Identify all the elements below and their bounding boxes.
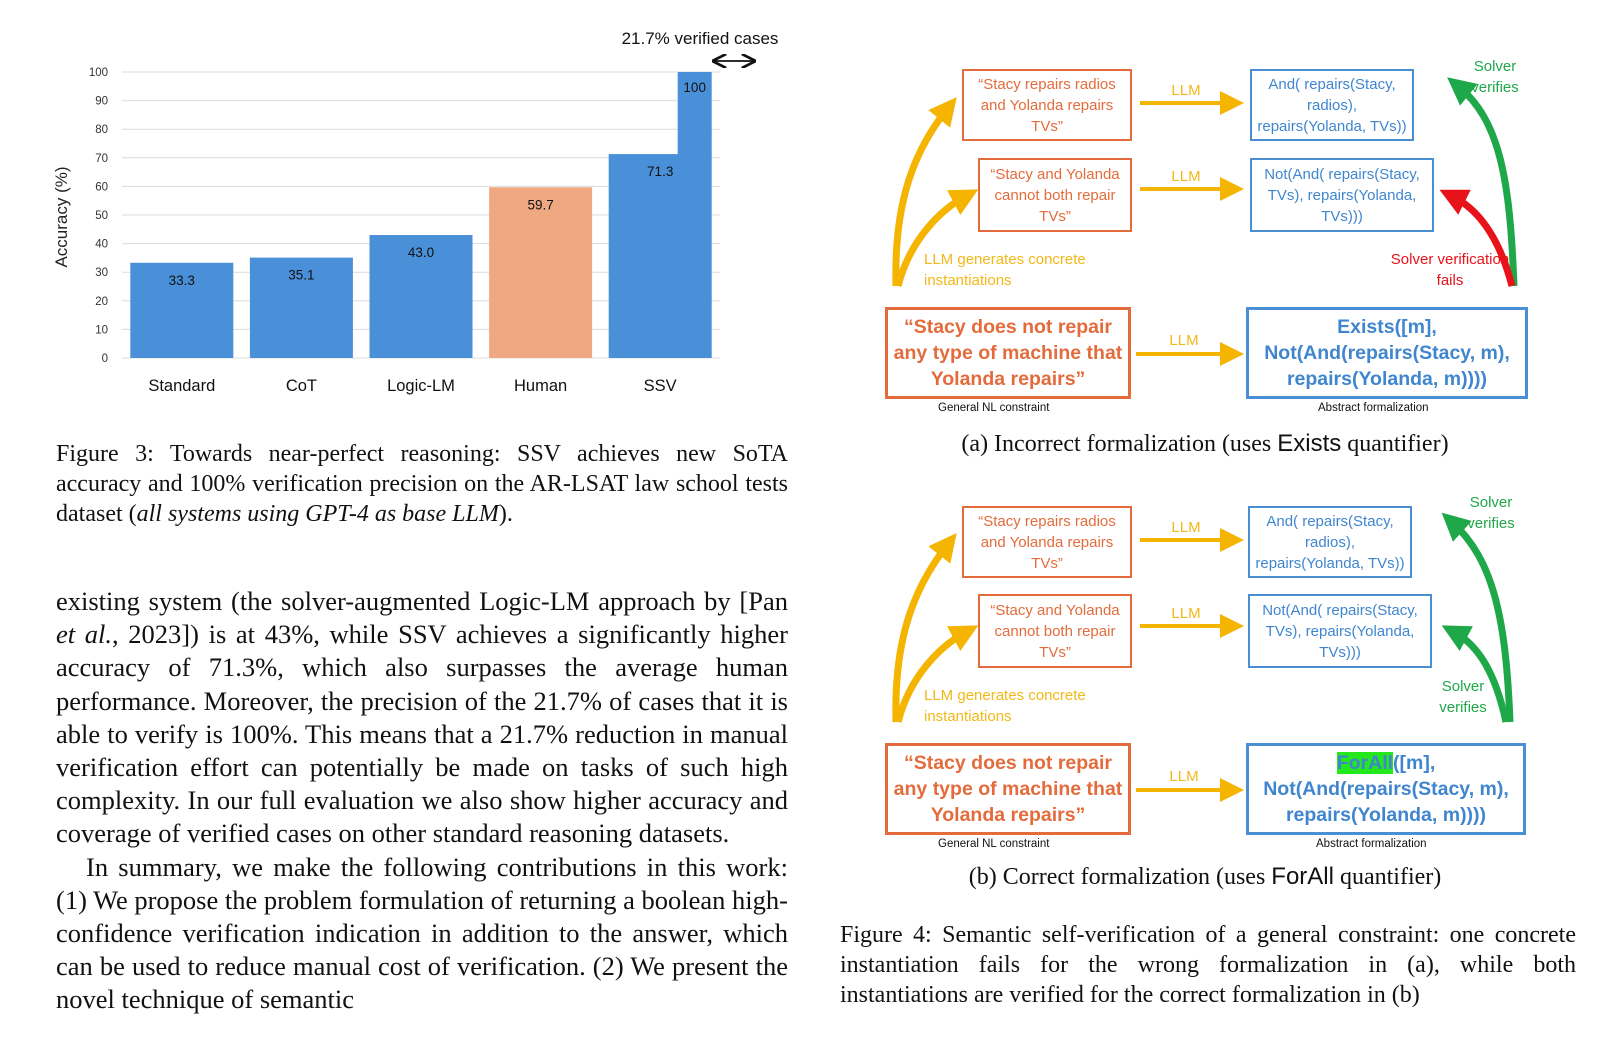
panel-b-llm-generates-label: LLM generates concrete instantiations (924, 687, 1086, 725)
panel-b-general-nl-constraint: “Stacy does not repair any type of machine that Yolanda repairs” (885, 743, 1131, 835)
x-tick-label: Standard (148, 377, 216, 395)
panel-a-llm-label-1: LLM (1171, 82, 1201, 99)
panel-a-caption: (a) Incorrect formalization (uses Exists quantifier) (961, 430, 1449, 457)
y-axis-label: Accuracy (%) (52, 166, 71, 268)
verified-cases-annotation: 21.7% verified cases (621, 29, 779, 48)
panel-b-solver-verifies-label-2: Solver verifies (1439, 678, 1487, 716)
panel-a-llm-generates-label: LLM generates concrete instantiations (924, 251, 1086, 289)
panel-b-general-label: General NL constraint (938, 838, 1050, 850)
paragraph-2: In summary, we make the following contributions in this work: (1) We propose the problem formulation of returning a boolean high-confidence verification indication in addition to the answer, which can be used to reduce manual cost of verification. (2) We present the novel technique of semantic (56, 851, 788, 1015)
panel-b-instantiation-1-formal: And( repairs(Stacy, radios), repairs(Yolanda, TVs)) (1248, 506, 1412, 578)
panel-a-llm-label-2: LLM (1171, 168, 1201, 185)
y-tick-label: 10 (95, 324, 108, 337)
panel-a-instantiation-2-formal: Not(And( repairs(Stacy, TVs), repairs(Yolanda, TVs))) (1250, 158, 1434, 232)
panel-b-solver-verifies-label-1: Solver verifies (1467, 494, 1515, 532)
panel-a-general-nl-constraint: “Stacy does not repair any type of machine that Yolanda repairs” (885, 307, 1131, 399)
panel-a-llm-label-3: LLM (1169, 332, 1199, 349)
panel-b-instantiation-2-nl: “Stacy and Yolanda cannot both repair TVs” (978, 594, 1132, 668)
panel-a-instantiation-1-formal: And( repairs(Stacy, radios), repairs(Yolanda, TVs)) (1250, 69, 1414, 141)
figure3-caption-label: Figure 3: (56, 441, 154, 467)
panel-a-instantiation-1-nl: “Stacy repairs radios and Yolanda repairs TVs” (962, 69, 1132, 141)
panel-a-abstract-label: Abstract formalization (1318, 402, 1429, 414)
figure4-caption: Figure 4: Semantic self-verification of a general constraint: one concrete instantiation fails for the wrong formalization in (a), while both instantiations are verified for the correct formalization in (b) (840, 922, 1577, 1008)
y-tick-label: 0 (101, 353, 108, 365)
panel-b-caption: (b) Correct formalization (uses ForAll quantifier) (968, 863, 1442, 890)
panel-b-instantiation-1-nl: “Stacy repairs radios and Yolanda repairs TVs” (962, 506, 1132, 578)
bar-value-label: 35.1 (288, 267, 315, 283)
panel-b-abstract-label: Abstract formalization (1316, 838, 1427, 850)
panel-a-instantiation-2-nl: “Stacy and Yolanda cannot both repair TVs” (978, 158, 1132, 232)
x-tick-label: SSV (643, 377, 677, 395)
y-tick-label: 50 (95, 210, 108, 222)
panel-a-solver-fails-label: Solver verification fails (1390, 251, 1510, 289)
panel-a-general-label: General NL constraint (938, 402, 1050, 414)
bar-value-label: 71.3 (647, 164, 674, 180)
y-tick-label: 90 (95, 95, 108, 108)
bar-value-label: 43.0 (407, 245, 435, 261)
x-tick-label: CoT (285, 377, 317, 395)
figure3-caption: Figure 3: Towards near-perfect reasoning: SSV achieves new SoTA accuracy and 100% verification precision on the AR-LSAT law school tests dataset (all systems using GPT-4 as base LLM). (56, 441, 789, 527)
y-tick-label: 20 (95, 295, 108, 308)
panel-a-abstract-formalization: Exists([m], Not(And(repairs(Stacy, m), repairs(Yolanda, m)))) (1246, 307, 1528, 399)
panel-a-solver-verifies-label: Solver verifies (1471, 58, 1519, 96)
figure4-caption-label: Figure 4: (840, 922, 932, 948)
x-tick-label: Human (513, 377, 568, 395)
bar-value-label: 100 (683, 80, 706, 95)
panel-b-abstract-formalization: ForAll([m], Not(And(repairs(Stacy, m), repairs(Yolanda, m)))) (1246, 743, 1526, 835)
y-tick-label: 40 (95, 238, 108, 251)
bar-value-label: 59.7 (527, 197, 554, 213)
x-tick-label: Logic-LM (387, 377, 455, 395)
panel-b-llm-label-1: LLM (1171, 519, 1201, 536)
panel-b-instantiation-2-formal: Not(And( repairs(Stacy, TVs), repairs(Yolanda, TVs))) (1248, 594, 1432, 668)
y-tick-label: 100 (88, 67, 108, 79)
y-tick-label: 80 (95, 124, 108, 137)
y-tick-label: 30 (95, 267, 108, 280)
forall-highlight: ForAll (1336, 752, 1394, 774)
paragraph-1: existing system (the solver-augmented Logic-LM approach by [Pan et al., 2023]) is at 43%, while SSV achieves a significantly higher accuracy of 71.3%, which also surpasses the average human performance. Moreover, the precision of the 21.7% of cases that it is able to verify is 100%. This means that a 21.7% reduction in manual verification effort can potentially be made on tasks of such high complexity. In our full evaluation we also show higher accuracy and coverage of verified cases on other standard reasoning datasets. (56, 586, 788, 849)
panel-b-llm-label-2: LLM (1171, 605, 1201, 622)
y-tick-label: 60 (95, 181, 108, 194)
panel-b-llm-label-3: LLM (1169, 768, 1199, 785)
bar-value-label: 33.3 (168, 272, 195, 288)
y-tick-label: 70 (95, 152, 108, 165)
